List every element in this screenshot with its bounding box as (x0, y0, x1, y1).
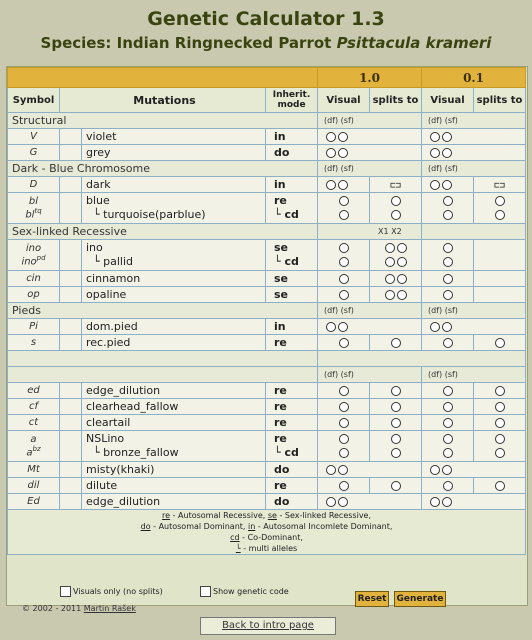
radio-split-x1[interactable] (385, 257, 395, 267)
header-mutations: Mutations (60, 88, 266, 113)
row-edge-dilution: ed edge_dilution re (8, 383, 526, 399)
reset-button[interactable]: Reset (355, 591, 389, 607)
radio-split-x1[interactable] (385, 243, 395, 253)
radio-split[interactable] (391, 448, 401, 458)
page-title: Genetic Calculator 1.3 (147, 8, 385, 30)
radio-visual[interactable] (339, 338, 349, 348)
radio-visual[interactable] (443, 210, 453, 220)
radio-visual[interactable] (443, 386, 453, 396)
row-edge-dilution-dom: Ed edge_dilution do (8, 494, 526, 510)
radio-split[interactable] (495, 481, 505, 491)
row-blue: bl $bl^{tq}$ blue └ turquoise(parblue) re └ cd (8, 193, 526, 224)
section-sex-linked: Sex-linked Recessive X1 X2 (8, 224, 526, 240)
header-inherit: Inherit. mode (266, 88, 318, 113)
radio-visual[interactable] (339, 448, 349, 458)
row-clearhead-fallow: cf clearhead_fallow re (8, 399, 526, 415)
radio-split[interactable] (391, 402, 401, 412)
radio-sf[interactable] (338, 132, 348, 142)
version-header-row (8, 68, 526, 88)
header-visual-f: Visual (422, 88, 474, 113)
radio-split-x2[interactable] (397, 257, 407, 267)
radio-sf[interactable] (442, 180, 452, 190)
radio-df[interactable] (326, 465, 336, 475)
radio-df[interactable] (430, 132, 440, 142)
radio-visual[interactable] (339, 196, 349, 206)
radio-visual[interactable] (443, 290, 453, 300)
radio-split-x2[interactable] (397, 243, 407, 253)
radio-df[interactable] (326, 132, 336, 142)
radio-df[interactable] (326, 322, 336, 332)
row-violet: V violet in (8, 129, 526, 145)
radio-split[interactable] (495, 402, 505, 412)
radio-split[interactable] (495, 210, 505, 220)
radio-sf[interactable] (442, 497, 452, 507)
radio-split-x1[interactable] (385, 274, 395, 284)
radio-split[interactable] (391, 338, 401, 348)
row-cleartail: ct cleartail re (8, 415, 526, 431)
row-dark: D dark in ⊏⊐ ⊏⊐ (8, 177, 526, 193)
radio-visual[interactable] (443, 402, 453, 412)
radio-visual[interactable] (339, 243, 349, 253)
row-opaline: op opaline se (8, 287, 526, 303)
row-ino: ino ino$^{pd}$ ino └ pallid se └ cd (8, 240, 526, 271)
legend-row: re - Autosomal Recessive, se - Sex-linked Recessive, do - Autosomal Dominant, in - Autosomal Incomlete Dominant, cd - Co-Dominant, └ - multi alleles (8, 510, 526, 555)
radio-split[interactable] (495, 434, 505, 444)
radio-visual[interactable] (339, 481, 349, 491)
radio-split-x2[interactable] (397, 274, 407, 284)
radio-visual[interactable] (443, 196, 453, 206)
mutation-table (7, 67, 526, 555)
radio-split-x1[interactable] (385, 290, 395, 300)
row-grey: G grey do (8, 145, 526, 161)
row-rec-pied: s rec.pied re (8, 335, 526, 351)
radio-split[interactable] (391, 434, 401, 444)
radio-df[interactable] (430, 465, 440, 475)
header-splits-m: splits to (370, 88, 422, 113)
split-selector-icon[interactable]: ⊏⊐ (494, 181, 505, 191)
generate-button[interactable]: Generate (394, 591, 446, 607)
section-other-hints: (df) (sf) (df) (sf) (8, 367, 526, 383)
radio-df[interactable] (430, 180, 440, 190)
radio-df[interactable] (326, 180, 336, 190)
header-symbol: Symbol (8, 88, 60, 113)
radio-sf[interactable] (442, 465, 452, 475)
radio-visual[interactable] (443, 481, 453, 491)
row-dom-pied: Pi dom.pied in (8, 319, 526, 335)
radio-sf[interactable] (442, 322, 452, 332)
radio-split[interactable] (495, 448, 505, 458)
radio-split[interactable] (391, 210, 401, 220)
checkbox-icon[interactable] (60, 586, 71, 597)
radio-sf[interactable] (442, 148, 452, 158)
show-code-checkbox[interactable]: Show genetic code (200, 586, 289, 597)
column-header-row (8, 88, 526, 113)
copyright: © 2002 - 2011 Martin Rašek (22, 604, 136, 613)
radio-visual[interactable] (339, 257, 349, 267)
row-cinnamon: cin cinnamon se (8, 271, 526, 287)
section-structural: Structural (df) (sf) (df) (sf) (8, 113, 526, 129)
author-link[interactable]: Martin Rašek (83, 604, 136, 613)
radio-visual[interactable] (339, 402, 349, 412)
radio-df[interactable] (430, 148, 440, 158)
header-visual-m: Visual (318, 88, 370, 113)
radio-split[interactable] (495, 386, 505, 396)
radio-sf[interactable] (338, 497, 348, 507)
radio-visual[interactable] (443, 448, 453, 458)
radio-df[interactable] (326, 148, 336, 158)
radio-sf[interactable] (338, 180, 348, 190)
radio-split-x2[interactable] (397, 290, 407, 300)
radio-split[interactable] (495, 338, 505, 348)
radio-visual[interactable] (339, 210, 349, 220)
header-splits-f: splits to (474, 88, 526, 113)
radio-visual[interactable] (339, 274, 349, 284)
checkbox-icon[interactable] (200, 586, 211, 597)
row-dilute: dil dilute re (8, 478, 526, 494)
visuals-only-checkbox[interactable]: Visuals only (no splits) (60, 586, 163, 597)
radio-visual[interactable] (443, 257, 453, 267)
radio-df[interactable] (326, 497, 336, 507)
radio-visual[interactable] (443, 243, 453, 253)
radio-visual[interactable] (339, 418, 349, 428)
radio-visual[interactable] (339, 386, 349, 396)
split-selector-icon[interactable]: ⊏⊐ (390, 181, 401, 191)
radio-sf[interactable] (338, 148, 348, 158)
radio-visual[interactable] (443, 338, 453, 348)
row-misty: Mt misty(khaki) do (8, 462, 526, 478)
radio-visual[interactable] (443, 434, 453, 444)
section-other (8, 351, 526, 367)
version-male: 1.0 (318, 68, 422, 88)
radio-sf[interactable] (338, 322, 348, 332)
radio-split[interactable] (391, 481, 401, 491)
radio-df[interactable] (430, 322, 440, 332)
row-nslino: a $a^{bz}$ NSLino └ bronze_fallow re └ cd (8, 431, 526, 462)
radio-visual[interactable] (443, 418, 453, 428)
radio-split[interactable] (391, 196, 401, 206)
radio-sf[interactable] (338, 465, 348, 475)
radio-split[interactable] (391, 386, 401, 396)
radio-split[interactable] (495, 196, 505, 206)
radio-split[interactable] (391, 418, 401, 428)
section-blue-chromosome: Dark - Blue Chromosome (df) (sf) (df) (sf) (8, 161, 526, 177)
species-title: Species: Indian Ringnecked Parrot Psittacula krameri (40, 34, 492, 52)
radio-visual[interactable] (443, 274, 453, 284)
radio-visual[interactable] (339, 434, 349, 444)
radio-sf[interactable] (442, 132, 452, 142)
section-pieds: Pieds (df) (sf) (df) (sf) (8, 303, 526, 319)
radio-visual[interactable] (339, 290, 349, 300)
radio-df[interactable] (430, 497, 440, 507)
radio-split[interactable] (495, 418, 505, 428)
back-to-intro-button[interactable]: Back to intro page (200, 617, 336, 635)
version-female: 0.1 (422, 68, 526, 88)
